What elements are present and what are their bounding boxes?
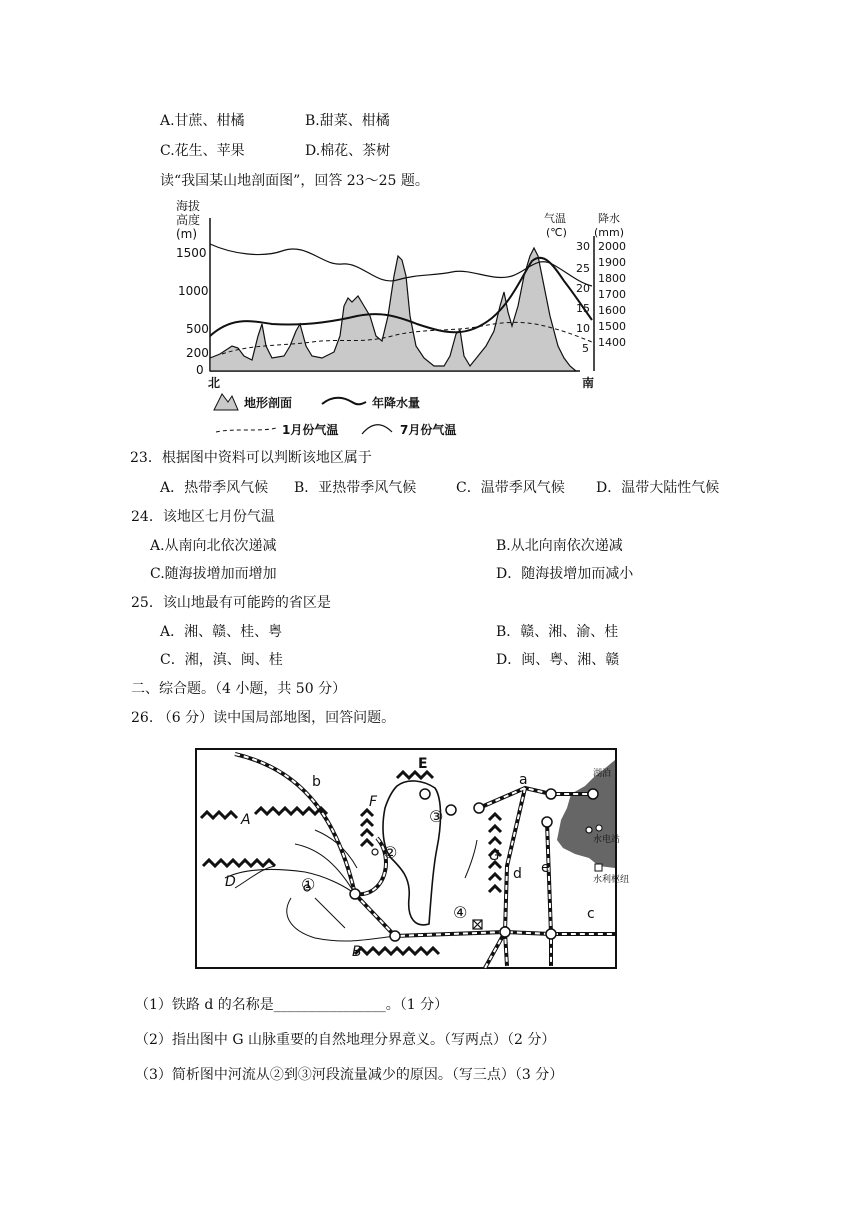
precip-tick-1700: 1700 xyxy=(598,288,626,301)
legend-jan-label: 1月份气温 xyxy=(282,423,339,437)
q25-stem: 25．该山地最有可能跨的省区是 xyxy=(131,595,331,611)
precip-tick-1600: 1600 xyxy=(598,304,626,317)
map-label-G: G xyxy=(489,848,500,864)
map-label-2: ② xyxy=(383,843,398,862)
temp-axis-title-1: 气温 xyxy=(544,212,566,225)
legend-jul-label: 7月份气温 xyxy=(400,423,457,437)
precip-tick-1800: 1800 xyxy=(598,272,626,285)
legend-terrain-icon xyxy=(214,394,238,410)
legend-hydro-label: 水电站 xyxy=(593,835,621,845)
q24-option-a: A.从南向北依次递减 xyxy=(150,538,277,554)
map-label-B: B xyxy=(352,944,362,960)
q25-option-a: A．湘、赣、桂、粤 xyxy=(160,624,283,640)
q23-option-a: A．热带季风气候 xyxy=(160,480,269,496)
q25-option-d: D．闽、粤、湘、赣 xyxy=(496,652,620,668)
section2-title: 二、综合题。（4 小题，共 50 分） xyxy=(131,681,347,697)
q24-option-c: C.随海拔增加而增加 xyxy=(150,566,277,582)
map-label-A: A xyxy=(241,812,251,828)
q22-option-d: D.棉花、茶树 xyxy=(305,143,391,159)
legend-dam-icon xyxy=(595,864,602,871)
precip-axis-title-2: (mm) xyxy=(594,226,625,239)
precip-tick-1400: 1400 xyxy=(598,336,626,349)
temp-tick-15: 15 xyxy=(576,302,590,315)
precip-tick-1500: 1500 xyxy=(598,320,626,333)
legend-jan-icon xyxy=(216,428,276,432)
mountain-profile-figure xyxy=(172,196,642,446)
temp-tick-10: 10 xyxy=(576,322,590,335)
temp-axis-title-2: (℃) xyxy=(546,226,567,239)
left-axis-title-3: (m) xyxy=(176,227,198,241)
left-axis-title-2: 高度 xyxy=(176,213,201,227)
legend-dam-label: 水利枢纽 xyxy=(593,875,630,885)
temp-tick-5: 5 xyxy=(582,342,589,355)
left-tick-200: 200 xyxy=(186,346,209,360)
china-partial-map xyxy=(195,748,630,970)
map-label-b: b xyxy=(312,774,321,790)
q23-option-b: B．亚热带季风气候 xyxy=(294,480,417,496)
q24-option-d: D．随海拔增加而减小 xyxy=(496,566,634,582)
temp-tick-20: 20 xyxy=(576,282,590,295)
left-tick-500: 500 xyxy=(186,322,209,336)
precip-tick-2000: 2000 xyxy=(598,240,626,253)
q23-option-d: D．温带大陆性气候 xyxy=(596,480,720,496)
precip-axis-title-1: 降水 xyxy=(598,212,620,225)
map-label-D: D xyxy=(225,874,236,890)
q25-option-b: B．赣、湘、渝、桂 xyxy=(496,624,619,640)
legend-lake-label: 湖泊 xyxy=(593,769,612,779)
legend-hydro-icon xyxy=(596,825,602,831)
legend-precip-label: 年降水量 xyxy=(372,396,421,410)
q26-stem: 26. （6 分）读中国局部地图，回答问题。 xyxy=(131,710,396,726)
q26-sub2: （2）指出图中 G 山脉重要的自然地理分界意义。（写两点）（2 分） xyxy=(135,1032,556,1048)
q23-option-c: C．温带季风气候 xyxy=(456,480,565,496)
q24-stem: 24．该地区七月份气温 xyxy=(131,509,275,525)
q23-stem: 23．根据图中资料可以判断该地区属于 xyxy=(130,450,372,466)
precip-tick-1900: 1900 xyxy=(598,256,626,269)
map-label-F: F xyxy=(369,794,378,810)
q22-option-c: C.花生、苹果 xyxy=(160,143,245,159)
north-label: 北 xyxy=(208,376,221,390)
left-tick-1000: 1000 xyxy=(178,284,209,298)
q25-option-c: C．湘，滇、闽、桂 xyxy=(160,652,283,668)
map-label-d: d xyxy=(513,866,522,882)
map-label-e: e xyxy=(541,860,550,876)
map-label-a: a xyxy=(519,772,528,788)
left-axis-title-1: 海拔 xyxy=(176,199,201,213)
legend-precip-icon xyxy=(322,398,366,405)
terrain-profile xyxy=(210,248,576,371)
temp-tick-25: 25 xyxy=(576,262,590,275)
legend-jul-icon xyxy=(362,425,392,434)
map-label-c: c xyxy=(587,906,595,922)
map-label-1: ① xyxy=(301,875,316,894)
temp-tick-30: 30 xyxy=(576,240,590,253)
q24-option-b: B.从北向南依次递减 xyxy=(496,538,623,554)
q22-option-a: A.甘蔗、柑橘 xyxy=(160,113,245,129)
map-label-E: E xyxy=(418,756,428,772)
map-label-4: ④ xyxy=(453,903,468,922)
south-label: 南 xyxy=(582,376,595,390)
intro-23-25: 读“我国某山地剖面图”，回答 23～25 题。 xyxy=(160,173,429,189)
q22-option-b: B.甜菜、柑橘 xyxy=(305,113,390,129)
map-label-3: ③ xyxy=(429,807,444,826)
legend-terrain-label: 地形剖面 xyxy=(244,396,293,410)
left-tick-0: 0 xyxy=(196,363,204,377)
q26-sub3: （3）简析图中河流从②到③河段流量减少的原因。（写三点）（3 分） xyxy=(135,1067,564,1083)
left-tick-1500: 1500 xyxy=(176,246,207,260)
q26-sub1: （1）铁路 d 的名称是________________。（1 分） xyxy=(135,997,449,1013)
